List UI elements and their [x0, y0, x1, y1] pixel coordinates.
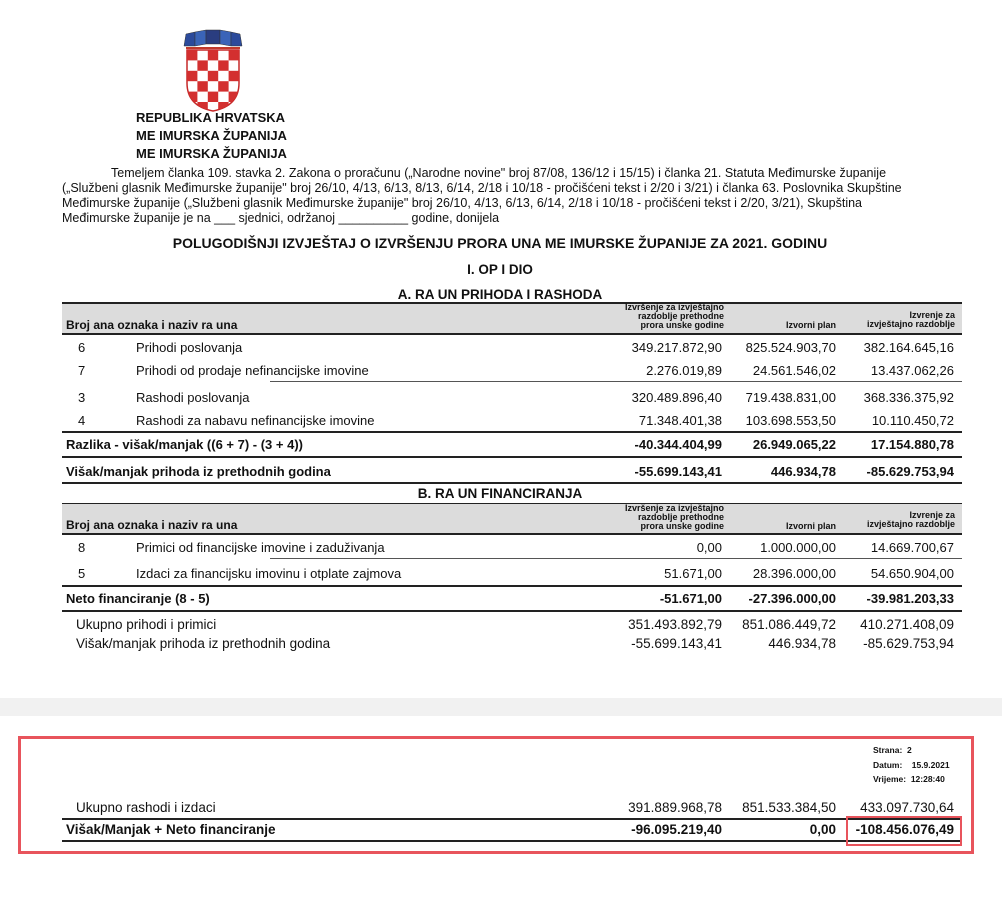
table-cell: 446.934,78 [770, 464, 836, 479]
table-row-name: Primici od financijske imovine i zaduživanja [136, 540, 385, 555]
table-cell: 28.396.000,00 [752, 566, 836, 581]
table-cell: 51.671,00 [664, 566, 722, 581]
page-info: Strana: 2 [873, 745, 912, 755]
table-cell: -55.699.143,41 [634, 464, 722, 479]
coat-of-arms [182, 28, 244, 113]
visak-b-label: Višak/manjak prihoda iz prethodnih godina [76, 636, 331, 651]
table-cell: 10.110.450,72 [871, 413, 954, 428]
page-time: Vrijeme: 12:28:40 [873, 774, 945, 784]
table-cell: -85.629.753,94 [863, 636, 954, 651]
table-cell: 391.889.968,78 [628, 800, 722, 815]
table-b-col-2: Izvorni plan [785, 521, 836, 531]
table-cell: 719.438.831,00 [745, 390, 836, 405]
table-cell: -55.699.143,41 [631, 636, 722, 651]
table-cell: -39.981.203,33 [866, 591, 954, 606]
table-cell: 13.437.062,26 [870, 363, 954, 378]
table-a-col-3: Izvrenje za izvještajno razdoblje [866, 310, 955, 329]
table-cell: -40.344.404,99 [634, 437, 722, 452]
section-b-heading: B. RA UN FINANCIRANJA [417, 486, 583, 501]
visak-a-label: Višak/manjak prihoda iz prethodnih godina [66, 464, 331, 479]
table-cell: 1.000.000,00 [760, 540, 836, 555]
table-cell: 851.086.449,72 [742, 617, 836, 632]
table-b-col-1: Izvršenje za izvještajno razdoblje prethodne prora unske godine [624, 503, 724, 531]
table-row-name: Izdaci za financijsku imovinu i otplate zajmova [136, 566, 402, 581]
intro-line-2: („Službeni glasnik Međimurske županije" broj 26/10, 4/13, 6/13, 8/13, 6/14, 2/18 i 10/18 - pročišćeni tekst i 2/20 i 3/21) i članka 63. Poslovnika Skupštine [62, 181, 902, 195]
table-cell-highlighted: -108.456.076,49 [855, 822, 954, 837]
table-cell: 446.934,78 [768, 636, 836, 651]
page-separator [0, 698, 1002, 716]
table-cell: 26.949.065,22 [752, 437, 836, 452]
neto-label: Neto financiranje (8 - 5) [66, 591, 210, 606]
table-cell: 851.533.384,50 [742, 800, 836, 815]
document-title: POLUGODIŠNJI IZVJEŠTAJ O IZVRŠENJU PRORA UNA ME IMURSKE ŽUPANIJE ZA 2021. GODINU [172, 235, 828, 251]
table-a-col-2: Izvorni plan [785, 320, 836, 330]
table-row-name: Rashodi poslovanja [136, 390, 250, 405]
header-line-3: ME IMURSKA ŽUPANIJA [136, 146, 287, 161]
intro-line-1: Temeljem članka 109. stavka 2. Zakona o proračunu („Narodne novine" broj 87/08, 136/12 i 15/15) i članka 21. Statuta Međimurske županije [111, 166, 887, 180]
table-row-code: 3 [78, 390, 86, 405]
intro-line-4: Međimurske županije je na ___ sjednici, održanoj __________ godine, donijela [62, 211, 500, 225]
table-cell: 71.348.401,38 [638, 413, 722, 428]
visak-neto-label: Višak/Manjak + Neto financiranje [66, 822, 276, 837]
table-cell: 349.217.872,90 [631, 340, 722, 355]
table-cell: 351.493.892,79 [628, 617, 722, 632]
table-cell: 2.276.019,89 [646, 363, 722, 378]
ukupno-prihodi-label: Ukupno prihodi i primici [76, 617, 217, 632]
table-cell: 382.164.645,16 [863, 340, 954, 355]
part-heading: I. OP I DIO [467, 262, 533, 277]
table-cell: 0,00 [696, 540, 722, 555]
table-row-code: 6 [78, 340, 86, 355]
table-cell: 54.650.904,00 [870, 566, 954, 581]
table-row-code: 8 [78, 540, 86, 555]
table-row-code: 4 [78, 413, 86, 428]
table-cell: 17.154.880,78 [870, 437, 954, 452]
table-row-code: 5 [78, 566, 86, 581]
table-row-name: Prihodi poslovanja [136, 340, 243, 355]
intro-line-3: Međimurske županije („Službeni glasnik Međimurske županije" broj 26/10, 4/13, 6/13, 6/14, 2/18 i 10/18 - pročišćeni tekst i 2/20, 3/21), Skupština [62, 196, 863, 210]
table-cell: 410.271.408,09 [860, 617, 954, 632]
table-cell: 433.097.730,64 [860, 800, 954, 815]
table-a-col-1: Izvršenje za izvještajno razdoblje prethodne prora unske godine [624, 302, 724, 330]
razlika-label: Razlika - višak/manjak ((6 + 7) - (3 + 4)) [66, 437, 303, 452]
table-cell: -85.629.753,94 [866, 464, 954, 479]
section-a-heading: A. RA UN PRIHODA I RASHODA [397, 287, 603, 302]
table-cell: 14.669.700,67 [870, 540, 954, 555]
table-row-name: Rashodi za nabavu nefinancijske imovine [136, 413, 375, 428]
table-a-col-label: Broj ana oznaka i naziv ra una [66, 318, 238, 332]
ukupno-rashodi-label: Ukupno rashodi i izdaci [76, 800, 216, 815]
page-date: Datum: 15.9.2021 [873, 760, 950, 770]
table-cell: 0,00 [809, 822, 836, 837]
highlight-value-box [846, 816, 962, 846]
table-row-name: Prihodi od prodaje nefinancijske imovine [136, 363, 369, 378]
table-b-col-label: Broj ana oznaka i naziv ra una [66, 518, 238, 532]
table-cell: 24.561.546,02 [752, 363, 836, 378]
table-cell: 368.336.375,92 [863, 390, 954, 405]
table-cell: 825.524.903,70 [745, 340, 836, 355]
table-cell: 103.698.553,50 [745, 413, 836, 428]
table-b-col-3: Izvrenje za izvještajno razdoblje [866, 510, 955, 529]
table-cell: -51.671,00 [659, 591, 722, 606]
table-row-code: 7 [78, 363, 86, 378]
table-cell: -96.095.219,40 [631, 822, 722, 837]
header-line-2: ME IMURSKA ŽUPANIJA [136, 128, 287, 143]
table-cell: -27.396.000,00 [748, 591, 836, 606]
table-cell: 320.489.896,40 [631, 390, 722, 405]
header-line-1: REPUBLIKA HRVATSKA [136, 110, 286, 125]
